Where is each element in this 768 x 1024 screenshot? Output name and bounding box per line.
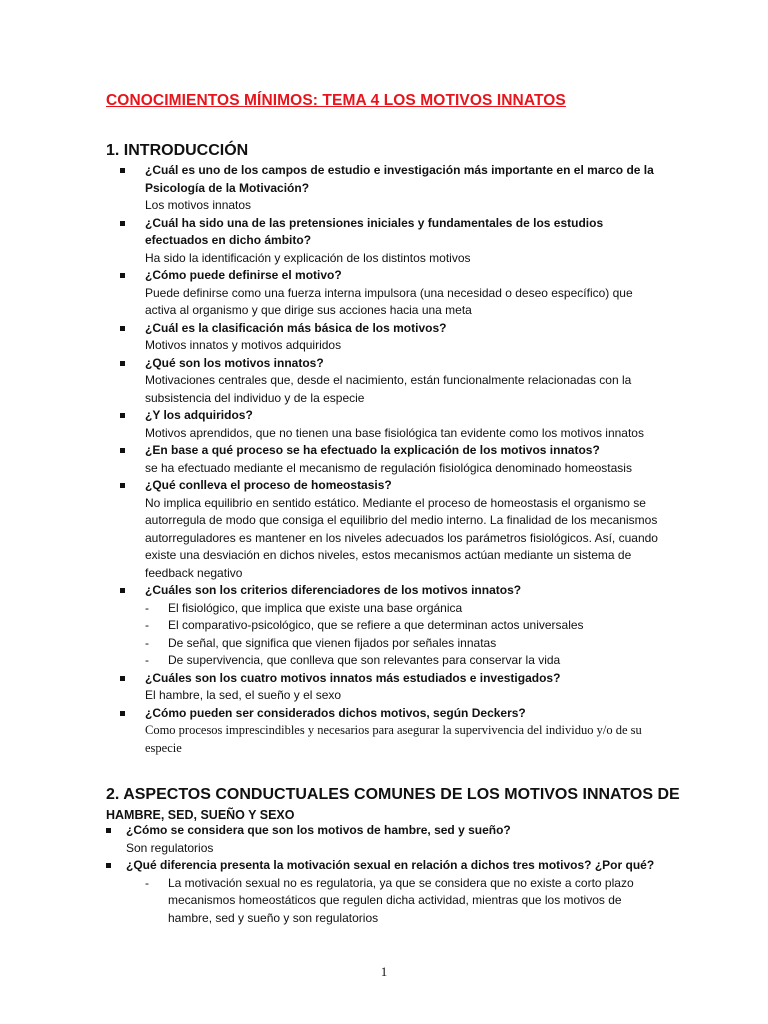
answer: El hambre, la sed, el sueño y el sexo <box>145 688 342 702</box>
criteria-item-text: El comparativo-psicológico, que se refiere a que determinan actos universales <box>168 618 584 632</box>
question-text: ¿Cómo puede definirse el motivo? <box>145 268 342 282</box>
answer: Motivos innatos y motivos adquiridos <box>145 338 342 352</box>
section-2-heading: 2. ASPECTOS CONDUCTUALES COMUNES DE LOS MOTIVOS INNATOS DE <box>106 786 680 803</box>
qa-item <box>0 857 768 927</box>
answer-item-text: La motivación sexual no es regulatoria, ya que se considera que no existe a corto plazo mecanismos homeostáticos que regulen dicha actividad, mientras que los motivos de hambre, sed y sueño y son regulatorios <box>168 875 634 925</box>
answer-item <box>145 875 768 928</box>
question-text: ¿Qué diferencia presenta la motivación sexual en relación a dichos tres motivos? ¿Por qué? <box>126 858 655 872</box>
answer: Motivaciones centrales que, desde el nacimiento, están funcionalmente relacionadas con la subsistencia del individuo y de la especie <box>145 373 632 405</box>
qa-item <box>0 407 768 442</box>
criteria-item <box>145 600 768 618</box>
question <box>145 670 768 688</box>
qa-item <box>0 215 768 268</box>
question <box>145 215 768 250</box>
qa-item <box>0 355 768 408</box>
question <box>126 857 768 875</box>
qa-item <box>0 267 768 320</box>
question-text: ¿Cómo se considera que son los motivos de hambre, sed y sueño? <box>126 823 511 837</box>
question-text: ¿Cuáles son los cuatro motivos innatos más estudiados e investigados? <box>145 670 561 685</box>
question <box>145 442 768 460</box>
section-2-subheading: HAMBRE, SED, SUEÑO Y SEXO <box>106 808 295 822</box>
qa-item <box>0 822 768 857</box>
bullet-square-icon <box>120 483 125 488</box>
bullet-square-icon <box>120 326 125 331</box>
bullet-square-icon <box>120 221 125 226</box>
qa-item <box>0 162 768 215</box>
section-2-body <box>0 822 768 927</box>
qa-item <box>0 705 768 758</box>
question <box>145 355 768 373</box>
answer: Los motivos innatos <box>145 198 252 212</box>
answer: Puede definirse como una fuerza interna impulsora (una necesidad o deseo específico) que activa al organismo y que dirige sus acciones hacia una meta <box>145 285 633 317</box>
question <box>145 407 768 425</box>
bullet-square-icon <box>106 863 111 868</box>
dash-bullet: - <box>145 635 149 650</box>
qa-item <box>0 320 768 355</box>
document-title: CONOCIMIENTOS MÍNIMOS: TEMA 4 LOS MOTIVOS INNATOS <box>106 92 566 109</box>
bullet-square-icon <box>120 273 125 278</box>
question-text: ¿Y los adquiridos? <box>145 408 253 422</box>
answer: Motivos aprendidos, que no tienen una base fisiológica tan evidente como los motivos innatos <box>145 425 644 440</box>
bullet-square-icon <box>120 676 125 681</box>
page-number: 1 <box>380 964 388 979</box>
section-1-body <box>0 162 768 757</box>
question-text: ¿Qué conlleva el proceso de homeostasis? <box>145 478 392 492</box>
qa-item <box>0 582 768 670</box>
bullet-square-icon <box>120 711 125 716</box>
question <box>145 162 768 197</box>
answer: Como procesos imprescindibles y necesarios para asegurar la supervivencia del individuo y/o de su especie <box>145 723 642 755</box>
question-text: ¿En base a qué proceso se ha efectuado la explicación de los motivos innatos? <box>145 443 600 457</box>
bullet-square-icon <box>120 361 125 366</box>
question <box>145 267 768 285</box>
criteria-item-text: El fisiológico, que implica que existe una base orgánica <box>168 600 463 615</box>
dash-bullet: - <box>145 875 149 890</box>
question-text: ¿Qué son los motivos innatos? <box>145 355 324 370</box>
question <box>145 705 768 723</box>
answer: Son regulatorios <box>126 840 214 855</box>
question-text: ¿Cuáles son los criterios diferenciadores de los motivos innatos? <box>145 583 522 597</box>
question <box>126 822 768 840</box>
section-1-heading: 1. INTRODUCCIÓN <box>106 142 249 159</box>
question-text: ¿Cómo pueden ser considerados dichos motivos, según Deckers? <box>145 705 526 720</box>
criteria-item-text: De señal, que significa que vienen fijados por señales innatas <box>168 635 497 650</box>
dash-bullet: - <box>145 618 149 632</box>
qa-item <box>0 477 768 582</box>
bullet-square-icon <box>120 413 125 418</box>
question <box>145 477 768 495</box>
criteria-item <box>145 635 768 653</box>
qa-item <box>0 670 768 705</box>
qa-item <box>0 442 768 477</box>
question-text: ¿Cuál ha sido una de las pretensiones iniciales y fundamentales de los estudios efectuados en dicho ámbito? <box>145 215 604 247</box>
bullet-square-icon <box>120 588 125 593</box>
bullet-square-icon <box>120 168 125 173</box>
bullet-square-icon <box>106 828 111 833</box>
answer: Ha sido la identificación y explicación de los distintos motivos <box>145 250 471 265</box>
dash-bullet: - <box>145 600 149 615</box>
answer: No implica equilibrio en sentido estático. Mediante el proceso de homeostasis el organismo se autorregula de modo que consiga el equilibrio del medio interno. La finalidad de los mecanismos autorreguladores es mantener en los niveles adecuados los parámetros fisiológicos. Así, cuando existe una desviación en dichos niveles, estos mecanismos actúan mediante un sistema de feedback negativo <box>145 495 658 580</box>
dash-bullet: - <box>145 653 149 667</box>
criteria-item <box>145 617 768 635</box>
question <box>145 582 768 600</box>
bullet-square-icon <box>120 448 125 453</box>
criteria-item <box>145 652 768 670</box>
question-text: ¿Cuál es la clasificación más básica de los motivos? <box>145 320 447 335</box>
question <box>145 320 768 338</box>
criteria-item-text: De supervivencia, que conlleva que son relevantes para conservar la vida <box>168 653 561 667</box>
question-text: ¿Cuál es uno de los campos de estudio e investigación más importante en el marco de la Psicología de la Motivación? <box>145 163 654 195</box>
answer: se ha efectuado mediante el mecanismo de regulación fisiológica denominado homeostasis <box>145 460 632 475</box>
